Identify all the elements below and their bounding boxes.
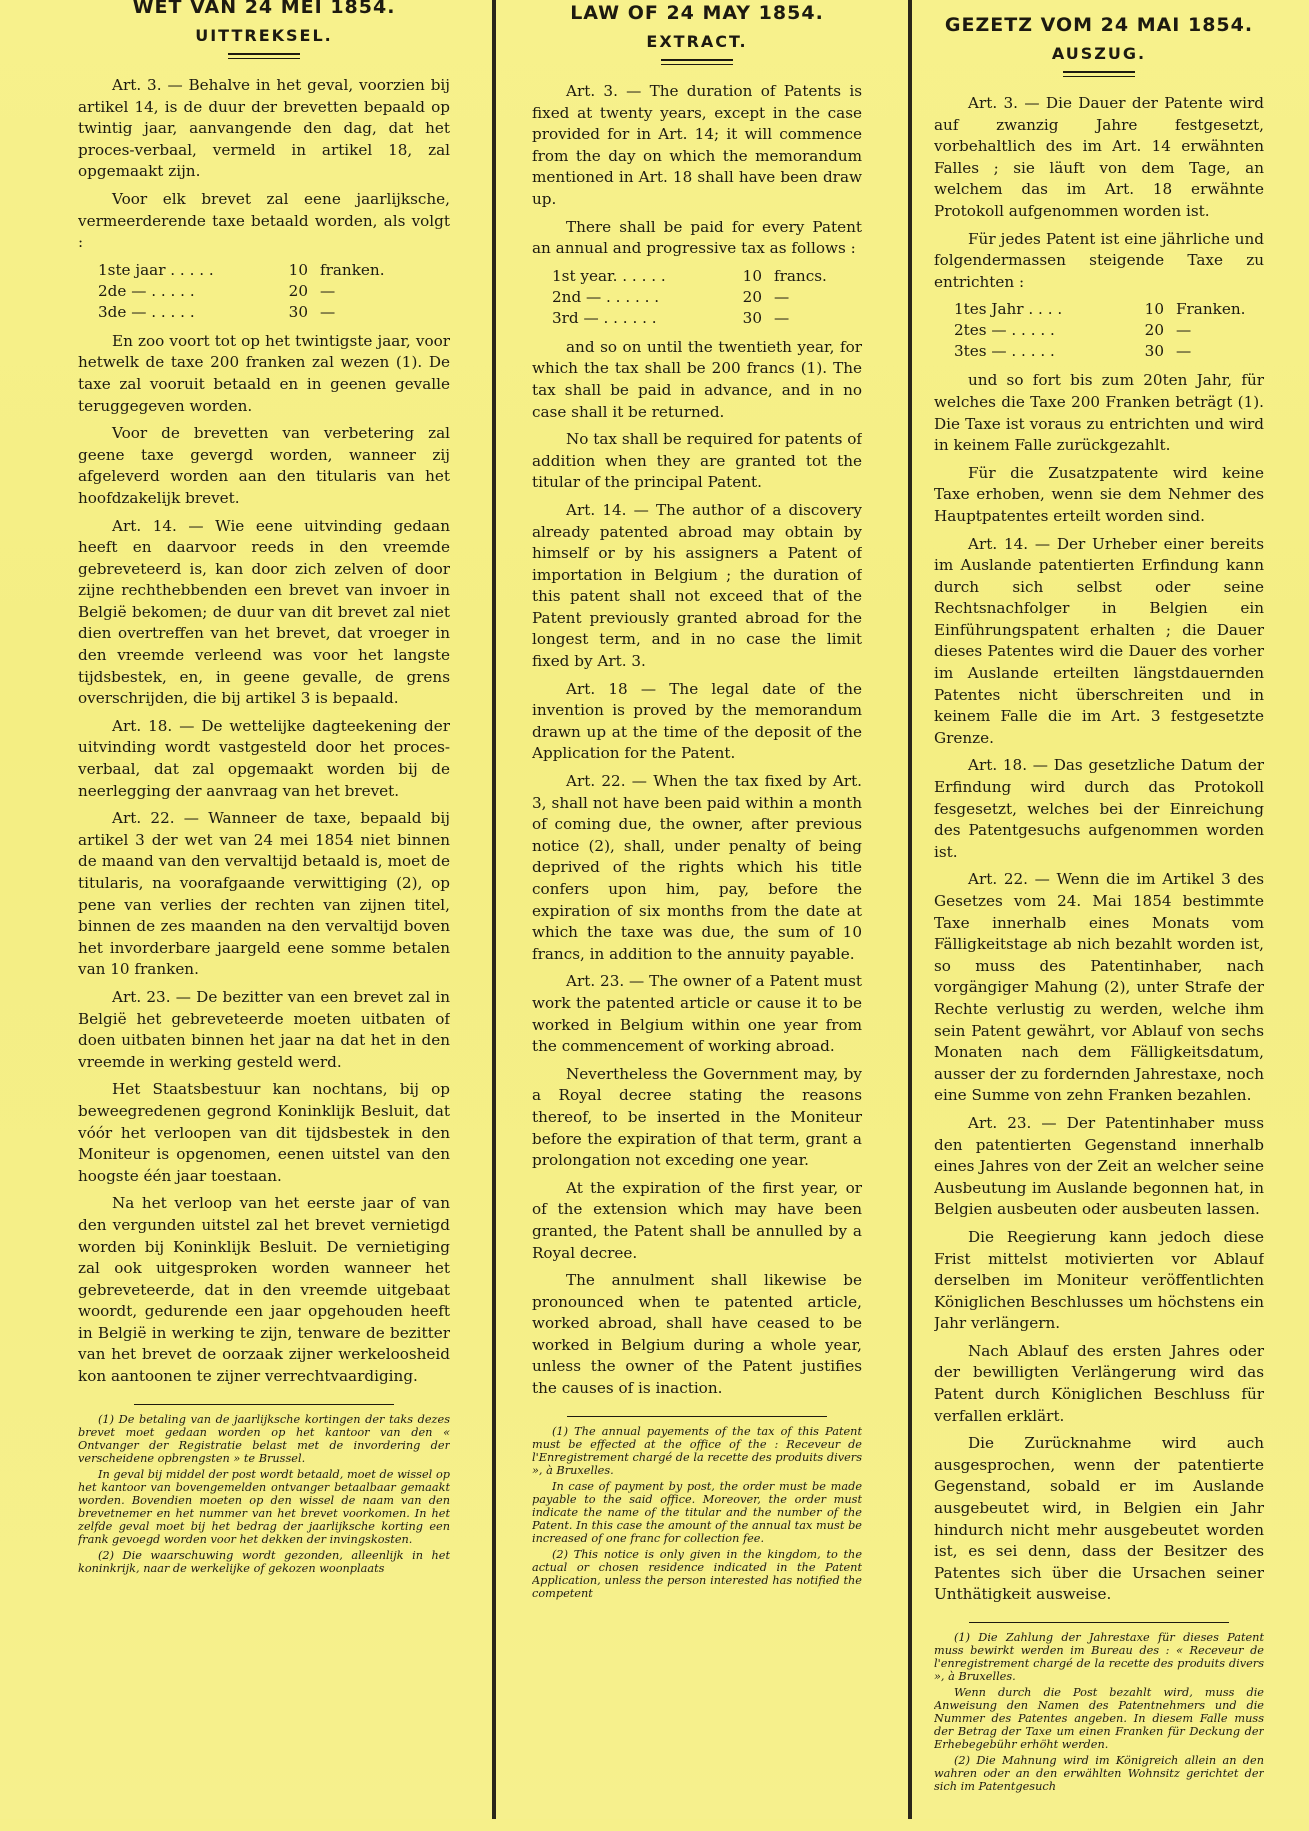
article-paragraph: Art. 3. — The duration of Patents is fixed at twenty years, except in the case provided for in Art. 14; it will commence from the day on which the memorandum mentioned in Art. 18 shall have been draw up. — [532, 82, 862, 208]
title-rule — [1063, 71, 1135, 77]
tax-table — [552, 266, 862, 329]
footnotes — [934, 1631, 1264, 1793]
tax-amount: 10 — [288, 260, 308, 279]
footnote: (2) Die waarschuwing wordt gezonden, alleenlijk in het koninkrijk, naar de werkelijke of gekozen woonplaats — [78, 1548, 450, 1575]
tax-year: 1tes Jahr . . . . — [954, 300, 1063, 319]
footnote: Wenn durch die Post bezahlt wird, muss die Anweisung den Namen des Patentnehmers und die Nummer des Patentes angeben. In diesem Falle muss der Betrag der Taxe um einen Franken für Deckung der Erhebegebühr erhöht werden. — [934, 1686, 1264, 1751]
column-german — [934, 12, 1264, 1831]
tax-row — [552, 308, 862, 329]
article-paragraph: Art. 22. — Wenn die im Artikel 3 des Gesetzes vom 24. Mai 1854 bestimmte Taxe innerhalb eines Monats vom Fälligkeitstage ab nich bezahlt worden ist, so muss des Patentinhaber, nach vorgängiger Mahung (2), unter Strafe der Rechte verlustig zu werden, welche ihm sein Patent gewährt, vor Ablauf von sechs Monaten nach dem Fälligkeitsdatum, ausser der zu fordernden Jahrestaxe, noch eine Summe von zehn Franken bezahlen. — [934, 870, 1264, 1105]
tax-year: 1st year. . . . . . — [552, 266, 666, 285]
footnote: In case of payment by post, the order must be made payable to the said office. Moreover, the order must indicate the name of the titular and the number of the Patent. In this case the amount of the annual tax must be increased of one franc for collection fee. — [532, 1479, 862, 1545]
footnote: (1) Die Zahlung der Jahrestaxe für dieses Patent muss bewirkt werden im Bureau des : « Receveur de l'enregistrement chargé de la recette des produits divers », à Bruxelles. — [934, 1631, 1264, 1683]
tax-unit: Franken. — [1176, 300, 1246, 319]
article-paragraph: Voor de brevetten van verbetering zal geene taxe gevergd worden, wanneer zij afgeleverd worden aan den titularis van het hoofdzakelijk brevet. — [78, 424, 450, 507]
tax-unit: francs. — [774, 266, 827, 285]
title-rule — [661, 59, 733, 65]
footnote: (1) De betaling van de jaarlijksche kortingen der taks dezes brevet moet gedaan worden op het kantoor van den « Ontvanger der Registratie belast met de invordering der verscheidene opbrengsten » te Brussel. — [78, 1412, 450, 1465]
tax-year: 3de — . . . . . — [98, 302, 195, 321]
tax-amount: 10 — [742, 266, 762, 285]
tax-amount: 20 — [1144, 321, 1164, 340]
article-paragraph: Art. 14. — The author of a discovery already patented abroad may obtain by himself or by his assigners a Patent of importation in Belgium ; the duration of this patent shall not exceed that of the Patent previously granted abroad for the longest term, and in no case the limit fixed by Art. 3. — [532, 500, 862, 671]
tax-row — [98, 302, 450, 323]
article-paragraph: Art. 23. — The owner of a Patent must work the patented article or cause it to be worked in Belgium within one year from the commencement of working abroad. — [532, 972, 862, 1056]
footnote-rule — [567, 1416, 827, 1417]
tax-amount: 30 — [1144, 342, 1164, 361]
article-paragraph: Nevertheless the Government may, by a Royal decree stating the reasons thereof, to be inserted in the Moniteur before the expiration of that term, grant a prolongation not exceding one year. — [532, 1064, 862, 1170]
footnotes — [78, 1413, 450, 1575]
title-rule — [228, 53, 300, 59]
tax-amount: 20 — [742, 287, 762, 306]
article-paragraph: Für die Zusatzpatente wird keine Taxe erhoben, wenn sie dem Nehmer des Hauptpatentes erteilt worden sind. — [934, 463, 1264, 525]
tax-amount: 10 — [1144, 300, 1164, 319]
column-subtitle: UITTREKSEL. — [195, 26, 333, 45]
column-title: LAW OF 24 MAY 1854. — [570, 2, 824, 24]
footnotes — [532, 1425, 862, 1600]
tax-unit: — — [774, 308, 790, 327]
tax-row — [954, 320, 1264, 341]
column-divider — [492, 0, 496, 1819]
tax-unit: — — [320, 281, 336, 300]
tax-year: 2de — . . . . . — [98, 281, 195, 300]
article-paragraph: Art. 23. — De bezitter van een brevet zal in België het gebreveteerde moeten uitbaten of doen uitbaten binnen het jaar na dat het in den vreemde in werking gesteld werd. — [78, 987, 450, 1071]
article-paragraph: Het Staatsbestuur kan nochtans, bij op beweegredenen gegrond Koninklijk Besluit, dat vóór het verloopen van dit tijdsbestek in den Moniteur is opgenomen, eenen uitstel van den hoogste één jaar toestaan. — [78, 1080, 450, 1185]
tax-unit: — — [1176, 342, 1192, 361]
column-dutch — [78, 0, 450, 1813]
column-title: GEZETZ VOM 24 MAI 1854. — [944, 14, 1254, 36]
tax-amount: 30 — [288, 302, 308, 321]
article-paragraph: Voor elk brevet zal eene jaarlijksche, vermeerderende taxe betaald worden, als volgt : — [78, 189, 450, 252]
article-paragraph: Die Reegierung kann jedoch diese Frist mittelst motivierten vor Ablauf derselben im Moniteur veröffentlichten Königlichen Beschlusses um höchstens ein Jahr verlängern. — [934, 1227, 1264, 1333]
tax-row — [98, 281, 450, 302]
article-paragraph: Art. 22. — When the tax fixed by Art. 3, shall not have been paid within a month of coming due, the owner, after previous notice (2), shall, under penalty of being deprived of the rights which his title confers upon him, pay, before the expiration of six months from the date at which the taxe was due, the sum of 10 francs, in addition to the annuity payable. — [532, 772, 862, 963]
column-title: WET VAN 24 MEI 1854. — [132, 0, 396, 18]
tax-year: 1ste jaar . . . . . — [98, 260, 214, 279]
footnote: (2) This notice is only given in the kingdom, to the actual or chosen residence indicated in the Patent Application, unless the person interested has notified the competent — [532, 1547, 862, 1600]
article-paragraph: The annulment shall likewise be pronounced when te patented article, worked abroad, shall have ceased to be worked in Belgium during a whole year, unless the owner of the Patent justifies the causes of is inaction. — [532, 1271, 862, 1398]
article-paragraph: Für jedes Patent ist eine jährliche und folgendermassen steigende Taxe zu entrichten : — [934, 229, 1264, 291]
tax-unit: — — [774, 287, 790, 306]
tax-row — [98, 260, 450, 281]
tax-amount: 30 — [742, 308, 762, 327]
footnote: (2) Die Mahnung wird im Königreich allein an den wahren oder an den erwählten Wohnsitz gerichtet der sich im Patentgesuch — [934, 1754, 1264, 1793]
law-text — [78, 75, 450, 1388]
article-paragraph: Nach Ablauf des ersten Jahres oder der bewilligten Verlängerung wird das Patent durch Königlichen Beschluss für verfallen erklärt. — [934, 1341, 1264, 1425]
tax-row — [552, 287, 862, 308]
footnote: (1) The annual payements of the tax of this Patent must be effected at the office of the : Receveur de l'Enregistrement chargé de la recette des produits divers », à Bruxelles. — [532, 1424, 862, 1477]
article-paragraph: Die Zurücknahme wird auch ausgesprochen, wenn der patentierte Gegenstand, sobald er im Auslande ausgebeutet wird, in Belgien ein Jahr hindurch nicht mehr ausgebeutet worden ist, es sei denn, dass der Besitzer des Patentes sich über die Ursachen seiner Unthätigkeit ausweise. — [934, 1434, 1264, 1604]
law-text — [934, 93, 1264, 1606]
tax-year: 2tes — . . . . . — [954, 321, 1055, 340]
tax-row — [954, 299, 1264, 320]
tax-unit: — — [320, 302, 336, 321]
tax-row — [552, 266, 862, 287]
article-paragraph: Art. 3. — Behalve in het geval, voorzien bij artikel 14, is de duur der brevetten bepaald op twintig jaar, aanvangende den dag, dat het proces-verbaal, vermeld in artikel 18, zal opgemaakt zijn. — [78, 76, 450, 181]
column-english — [532, 0, 862, 1819]
article-paragraph: Na het verloop van het eerste jaar of van den vergunden uitstel zal het brevet vernietigd worden bij Koninklijk Besluit. De vernietiging zal ook uitgesproken worden wanneer het gebreveteerde, dat in den vreemde uitgebaat woordt, gedurende een jaar opgehouden heeft in België in werking te zijn, tenware de bezitter van het brevet de oorzaak zijner werkeloosheid kon aantoonen te zijner verrechtvaardiging. — [78, 1194, 450, 1386]
article-paragraph: und so fort bis zum 20ten Jahr, für welches die Taxe 200 Franken beträgt (1). Die Taxe ist voraus zu entrichten und wird in keinem Falle zurückgezahlt. — [934, 371, 1264, 455]
article-paragraph: Art. 18. — De wettelijke dagteekening der uitvinding wordt vastgesteld door het proces-verbaal, dat zal opgemaakt worden bij de neerlegging der aanvraag van het brevet. — [78, 716, 450, 800]
article-paragraph: En zoo voort tot op het twintigste jaar, voor hetwelk de taxe 200 franken zal wezen (1). De taxe zal vooruit betaald en in geenen gevalle teruggegeven worden. — [78, 331, 450, 415]
footnote: In geval bij middel der post wordt betaald, moet de wissel op het kantoor van bovengemelden ontvanger betaalbaar gemaakt worden. Bovendien moeten op den wissel de naam van den brevetnemer en het nummer van het brevet voorkomen. In het zelfde geval moet bij het bedrag der jaarlijksche korting een frank gevoegd worden voor het dekken der invingskosten. — [78, 1467, 450, 1546]
article-paragraph: Art. 14. — Wie eene uitvinding gedaan heeft en daarvoor reeds in den vreemde gebreveteerd is, kan door zich zelven of door zijne rechthebbenden een brevet van invoer in België bekomen; de duur van dit brevet zal niet dien overtreffen van het brevet, dat vroeger in den vreemde verleend was voor het langste tijdsbestek, en, in geene gevalle, de grens overschrijden, die bij artikel 3 is bepaald. — [78, 516, 450, 708]
tax-unit: — — [1176, 321, 1192, 340]
article-paragraph: There shall be paid for every Patent an annual and progressive tax as follows : — [532, 217, 862, 258]
tax-year: 3tes — . . . . . — [954, 342, 1055, 361]
column-subtitle: EXTRACT. — [646, 32, 748, 51]
tax-table — [98, 260, 450, 323]
article-paragraph: Art. 3. — Die Dauer der Patente wird auf zwanzig Jahre festgesetzt, vorbehaltlich des im Art. 14 erwähnten Falles ; sie läuft von dem Tage, an welchem das im Art. 18 erwähnte Protokoll aufgenommen worden ist. — [934, 94, 1264, 220]
article-paragraph: Art. 14. — Der Urheber einer bereits im Auslande patentierten Erfindung kann durch sich selbst oder seine Rechtsnachfolger in Belgien ein Einführungspatent erhalten ; die Dauer dieses Patentes wird die Dauer des vorher im Auslande erteilten längstdauernden Patentes nicht überschreiten und in keinem Falle die im Art. 3 festgesetzte Grenze. — [934, 534, 1264, 747]
footnote-rule — [969, 1622, 1229, 1623]
article-paragraph: Art. 22. — Wanneer de taxe, bepaald bij artikel 3 der wet van 24 mei 1854 niet binnen de maand van den vervaltijd betaald is, moet de titularis, na voorafgaande verwittiging (2), op pene van verlies der rechten van zijnen titel, binnen de zes maanden na den vervaltijd boven het invorderbare jaargeld eene somme betalen van 10 franken. — [78, 809, 450, 979]
tax-year: 3rd — . . . . . . — [552, 308, 657, 327]
article-paragraph: No tax shall be required for patents of addition when they are granted tot the titular of the principal Patent. — [532, 430, 862, 492]
tax-amount: 20 — [288, 281, 308, 300]
footnote-rule — [134, 1404, 394, 1405]
column-divider — [908, 0, 912, 1819]
tax-year: 2nd — . . . . . . — [552, 287, 660, 306]
article-paragraph: Art. 18 — The legal date of the invention is proved by the memorandum drawn up at the time of the deposit of the Application for the Patent. — [532, 679, 862, 763]
tax-table — [954, 299, 1264, 362]
article-paragraph: Art. 23. — Der Patentinhaber muss den patentierten Gegenstand innerhalb eines Jahres von der Zeit an welcher seine Ausbeutung im Auslande begonnen hat, in Belgien ausbeuten oder ausbeuten lassen. — [934, 1113, 1264, 1219]
tax-row — [954, 341, 1264, 362]
column-subtitle: AUSZUG. — [1051, 44, 1147, 63]
article-paragraph: and so on until the twentieth year, for which the tax shall be 200 francs (1). The tax shall be paid in advance, and in no case shall it be returned. — [532, 337, 862, 421]
article-paragraph: Art. 18. — Das gesetzliche Datum der Erfindung wird durch das Protokoll fesgesetzt, welches bei der Einreichung des Patentgesuchs aufgenommen worden ist. — [934, 756, 1264, 861]
tax-unit: franken. — [320, 260, 385, 279]
law-text — [532, 81, 862, 1400]
article-paragraph: At the expiration of the first year, or of the extension which may have been granted, the Patent shall be annulled by a Royal decree. — [532, 1178, 862, 1262]
